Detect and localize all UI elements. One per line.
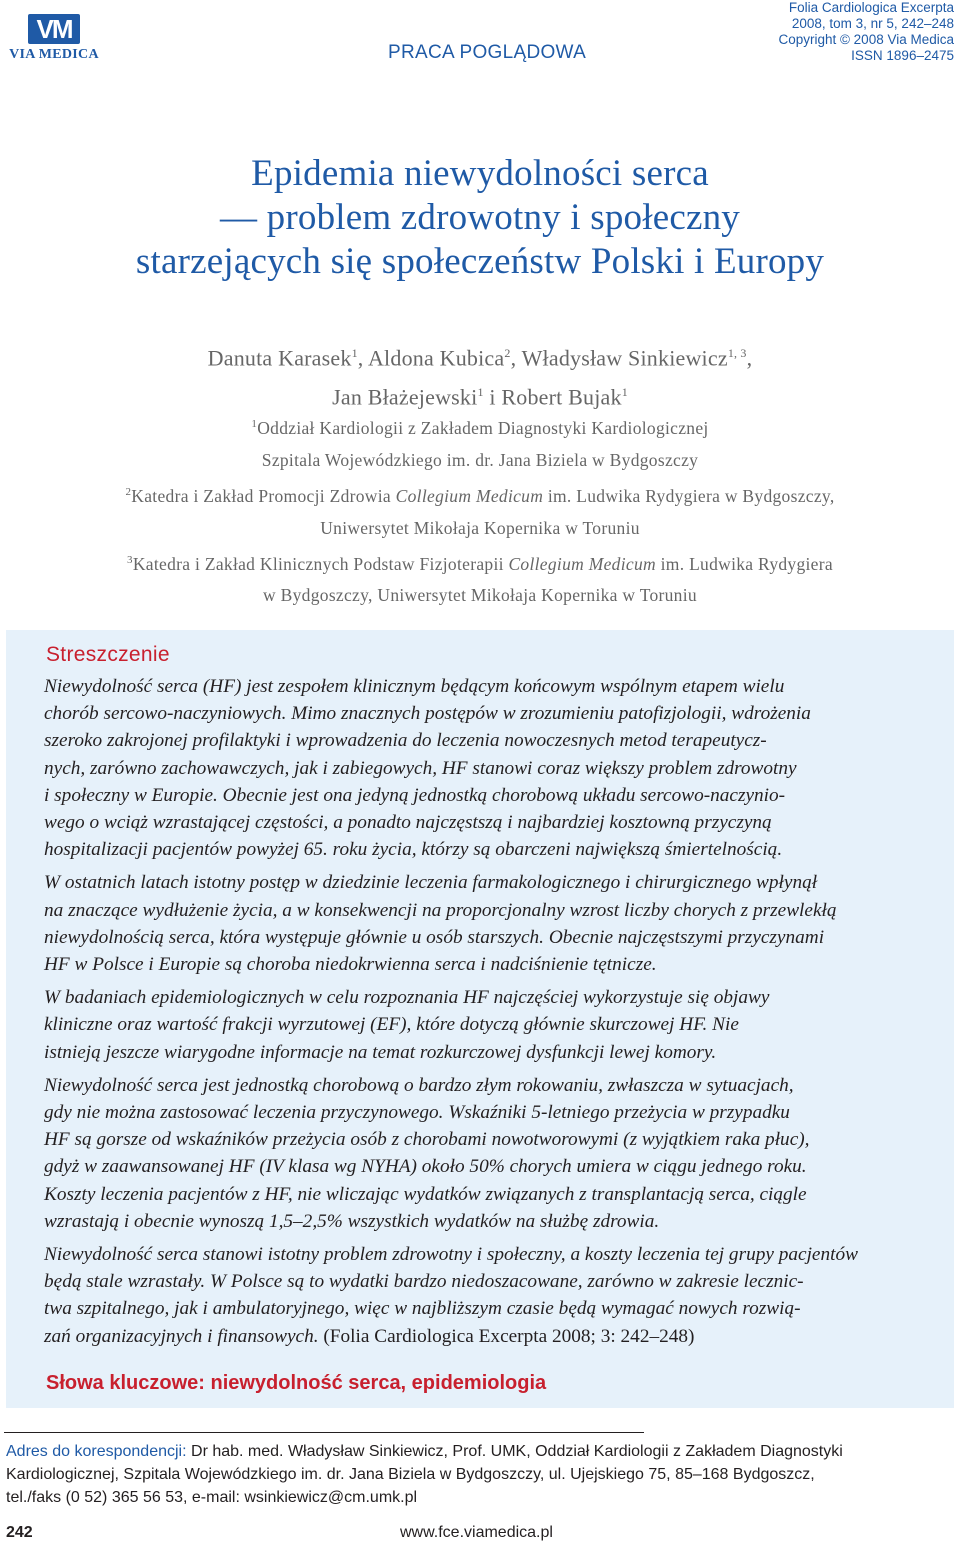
correspondence-divider (4, 1432, 644, 1433)
abstract-line: wzrastają i obecnie wynoszą 1,5–2,5% wszystkich wydatków na służbę zdrowia. (44, 1210, 660, 1232)
journal-copyright: Copyright © 2008 Via Medica (778, 32, 954, 47)
affiliation-italic: Collegium Medicum (508, 553, 656, 574)
author-name: , Władysław Sinkiewicz (510, 345, 728, 371)
abstract-paragraph (44, 673, 916, 863)
affiliation-text: Katedra i Zakład Klinicznych Podstaw Fizjoterapii (132, 553, 509, 574)
abstract-line: niewydolnością serca, która występuje głównie u osób starszych. Obecnie najczęstszymi przyczynami (44, 926, 825, 948)
abstract-line: Niewydolność serca stanowi istotny problem zdrowotny i społeczny, a koszty leczenia tej grupy pacjentów (44, 1244, 858, 1266)
affiliation-list (30, 408, 930, 611)
affiliation-3 (30, 544, 930, 580)
correspondence-line (6, 1440, 926, 1463)
logo-mark: VM (28, 14, 80, 44)
journal-issue: 2008, tom 3, nr 5, 242–248 (791, 16, 954, 31)
abstract-line: nych, zarówno zachowawczych, jak i zabiegowych, HF stanowi coraz większy problem zdrowotny (44, 757, 797, 779)
author-name: i Robert Bujak (483, 384, 622, 410)
author-affiliation-mark: 1 (621, 385, 628, 400)
abstract-paragraph (44, 869, 916, 978)
abstract-body (44, 673, 916, 1356)
abstract-line: W ostatnich latach istotny postęp w dziedzinie leczenia farmakologicznego i chirurgicznego wpłynął (44, 872, 818, 894)
abstract-line: kliniczne oraz wartość frakcji wyrzutowej (EF), które dotyczą głównie skurczowej HF. Nie (44, 1014, 739, 1036)
title-line: Epidemia niewydolności serca (251, 153, 709, 194)
affiliation-2-cont: Uniwersytet Mikołaja Kopernika w Toruniu (320, 517, 640, 538)
affiliation-mark: 3 (127, 553, 133, 566)
author-name: Danuta Karasek (207, 345, 352, 371)
logo-text: VIA MEDICA (9, 47, 99, 62)
abstract-line: Koszty leczenia pacjentów z HF, nie wliczając wydatków związanych z transplantacją serca, ciągle (44, 1183, 807, 1205)
abstract-line: na znaczące wydłużenie życia, a w konsekwencji na proporcjonalny wzrost liczby chorych z przewlekłą (44, 899, 837, 921)
affiliation-mark: 1 (251, 418, 258, 430)
abstract-paragraph (44, 1241, 916, 1350)
abstract-line: HF są gorsze od wskaźników przeżycia osób z chorobami nowotworowymi (z wyjątkiem raka płuc), (44, 1129, 810, 1151)
author-affiliation-mark: 1 (351, 346, 358, 360)
abstract-line: hospitalizacji pacjentów powyżej 65. roku życia, którzy są obarczeni największą śmiertelnością. (44, 839, 783, 861)
journal-name: Folia Cardiologica Excerpta (788, 0, 954, 15)
author-name: Jan Błażejewski (332, 384, 478, 410)
abstract-line: będą stale wzrastały. W Polsce są to wydatki bardzo niedoszacowane, zarówno w zakresie lecznic- (44, 1271, 804, 1293)
abstract-line: twa szpitalnego, jak i ambulatoryjnego, więc w najbliższym czasie będą wymagać nowych rozwią- (44, 1298, 801, 1320)
author-affiliation-mark: 1 (477, 385, 484, 400)
abstract-line: wego o wciąż wzrastającej częstości, a ponadto najczęstszą i najbardziej kosztowną przyczyną (44, 812, 772, 834)
abstract-heading: Streszczenie (46, 643, 170, 666)
abstract-line: W badaniach epidemiologicznych w celu rozpoznania HF najczęściej wykorzystuje się objawy (44, 987, 770, 1009)
author-line (40, 336, 920, 375)
page-number: 242 (6, 1524, 33, 1541)
citation: (Folia Cardiologica Excerpta 2008; 3: 242–248) (318, 1325, 695, 1347)
abstract-line: HF w Polsce i Europie są choroba niedokrwienna serca i nadciśnienie tętnicze. (44, 954, 657, 976)
affiliation-1 (30, 408, 930, 444)
author-list (40, 336, 920, 415)
article-title (20, 152, 940, 284)
abstract-paragraph (44, 984, 916, 1066)
via-medica-logo (4, 14, 104, 62)
correspondence-line: tel./faks (0 52) 365 56 53, e-mail: wsinkiewicz@cm.umk.pl (6, 1489, 418, 1506)
correspondence-text: Dr hab. med. Władysław Sinkiewicz, Prof. UMK, Oddział Kardiologii z Zakładem Diagnostyki (186, 1443, 843, 1460)
affiliation-italic: Collegium Medicum (395, 485, 544, 506)
title-line: — problem zdrowotny i społeczny (220, 197, 740, 238)
abstract-line-text: zań organizacyjnych i finansowych. (44, 1325, 319, 1347)
title-line: starzejących się społeczeństw Polski i Europy (135, 241, 825, 282)
affiliation-text: Katedra i Zakład Promocji Zdrowia (131, 485, 396, 506)
journal-issn: ISSN 1896–2475 (851, 48, 954, 63)
abstract-line: gdy nie można zastosować leczenia przyczynowego. Wskaźniki 5-letniego przeżycia w przypadku (44, 1102, 790, 1124)
abstract-line (44, 1323, 916, 1350)
author-separator: , (746, 345, 753, 371)
correspondence-line: Kardiologicznej, Szpitala Wojewódzkiego im. dr. Jana Biziela w Bydgoszczy, ul. Ujejskiego 75, 85–168 Bydgoszcz, (6, 1466, 815, 1483)
abstract-line: Niewydolność serca (HF) jest zespołem klinicznym będącym końcowym wspólnym etapem wielu (44, 676, 785, 697)
abstract-line: istnieją jeszcze wiarygodne informacje na temat rozkurczowej dysfunkcji lewej komory. (44, 1041, 717, 1063)
abstract-line: chorób sercowo-naczyniowych. Mimo znacznych postępów w zrozumieniu patofizjologii, wdrożenia (44, 703, 811, 725)
abstract-line: szeroko zakrojonej profilaktyki i wprowadzenia do leczenia nowoczesnych metod terapeutycz- (44, 730, 767, 752)
affiliation-mark: 2 (125, 485, 132, 498)
affiliation-text: im. Ludwika Rydygiera (655, 553, 833, 574)
affiliation-1-cont: Szpitala Wojewódzkiego im. dr. Jana Biziela w Bydgoszczy (261, 449, 699, 470)
article-type: PRACA POGLĄDOWA (388, 42, 587, 63)
author-affiliation-mark: 1, 3 (727, 346, 747, 360)
affiliation-2 (30, 476, 930, 512)
correspondence (6, 1440, 926, 1509)
correspondence-label: Adres do korespondencji: (6, 1443, 187, 1460)
abstract-line: i społeczny w Europie. Obecnie jest ona jedyną jednostką chorobową układu sercowo-naczynio- (44, 784, 786, 806)
affiliation-text: im. Ludwika Rydygiera w Bydgoszczy, (543, 485, 835, 506)
journal-info (778, 0, 954, 64)
author-affiliation-mark: 2 (504, 346, 511, 360)
affiliation-text: Oddział Kardiologii z Zakładem Diagnostyki Kardiologicznej (257, 417, 709, 438)
abstract-line: Niewydolność serca jest jednostką chorobową o bardzo złym rokowaniu, zwłaszcza w sytuacjach, (44, 1074, 794, 1096)
keywords: Słowa kluczowe: niewydolność serca, epidemiologia (46, 1372, 547, 1394)
affiliation-3-cont: w Bydgoszczy, Uniwersytet Mikołaja Kopernika w Toruniu (263, 585, 697, 606)
abstract-line: gdyż w zaawansowanej HF (IV klasa wg NYHA) około 50% chorych umiera w ciągu jednego roku. (44, 1156, 807, 1178)
author-name: , Aldona Kubica (357, 345, 505, 371)
journal-website[interactable]: www.fce.viamedica.pl (400, 1524, 553, 1541)
abstract-paragraph (44, 1072, 916, 1235)
